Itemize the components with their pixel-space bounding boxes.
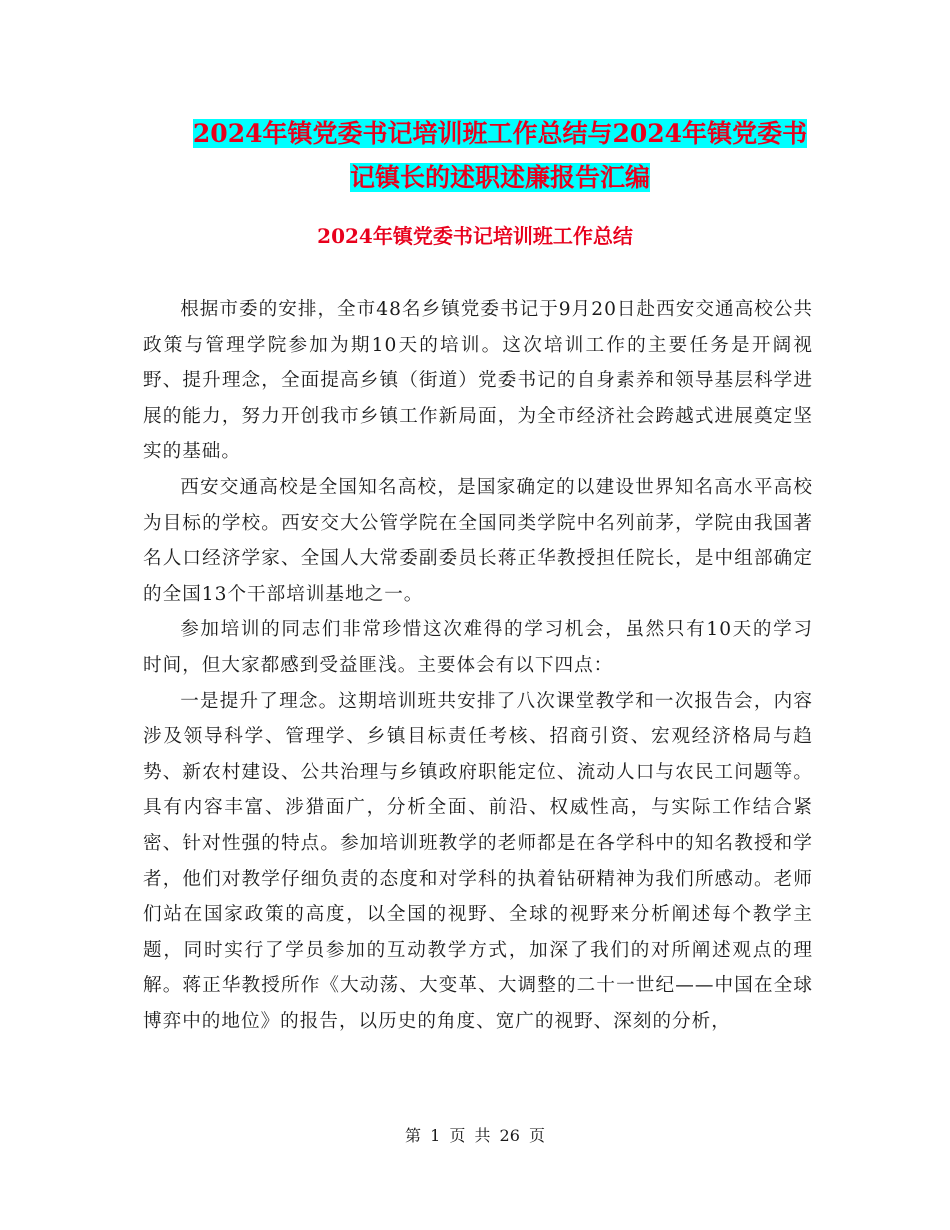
- page-footer: 第 1 页 共 26 页: [405, 1126, 545, 1145]
- paragraph: 根据市委的安排，全市48名乡镇党委书记于9月20日赴西安交通高校公共政策与管理学院参加为期10天的培训。这次培训工作的主要任务是开阔视野、提升理念，全面提高乡镇（街道）党委书记的自身素养和领导基层科学进展的能力，努力开创我市乡镇工作新局面，为全市经济社会跨越式进展奠定坚实的基础。: [143, 299, 813, 463]
- document-title: [185, 112, 815, 200]
- paragraph: 参加培训的同志们非常珍惜这次难得的学习机会，虽然只有10天的学习时间，但大家都感到受益匪浅。主要体会有以下四点：: [143, 619, 813, 676]
- document-title-line2: 记镇长的述职述廉报告汇编: [349, 163, 650, 192]
- section-heading: 2024年镇党委书记培训班工作总结: [317, 224, 633, 248]
- document-body: [143, 292, 813, 1039]
- paragraph: 一是提升了理念。这期培训班共安排了八次课堂教学和一次报告会，内容涉及领导科学、管理学、乡镇目标责任考核、招商引资、宏观经济格局与趋势、新农村建设、公共治理与乡镇政府职能定位、流动人口与农民工问题等。具有内容丰富、涉猎面广，分析全面、前沿、权威性高，与实际工作结合紧密、针对性强的特点。参加培训班教学的老师都是在各学科中的知名教授和学者，他们对教学仔细负责的态度和对学科的执着钻研精神为我们所感动。老师们站在国家政策的高度，以全国的视野、全球的视野来分析阐述每个教学主题，同时实行了学员参加的互动教学方式，加深了我们的对所阐述观点的理解。蒋正华教授所作《大动荡、大变革、大调整的二十一世纪——中国在全球博弈中的地位》的报告，以历史的角度、宽广的视野、深刻的分析，: [143, 690, 813, 1032]
- paragraph: 西安交通高校是全国知名高校，是国家确定的以建设世界知名高水平高校为目标的学校。西安交大公管学院在全国同类学院中名列前茅，学院由我国著名人口经济学家、全国人大常委副委员长蒋正华教授担任院长，是中组部确定的全国13个干部培训基地之一。: [143, 476, 813, 605]
- document-title-line1: 2024年镇党委书记培训班工作总结与2024年镇党委书: [192, 119, 808, 148]
